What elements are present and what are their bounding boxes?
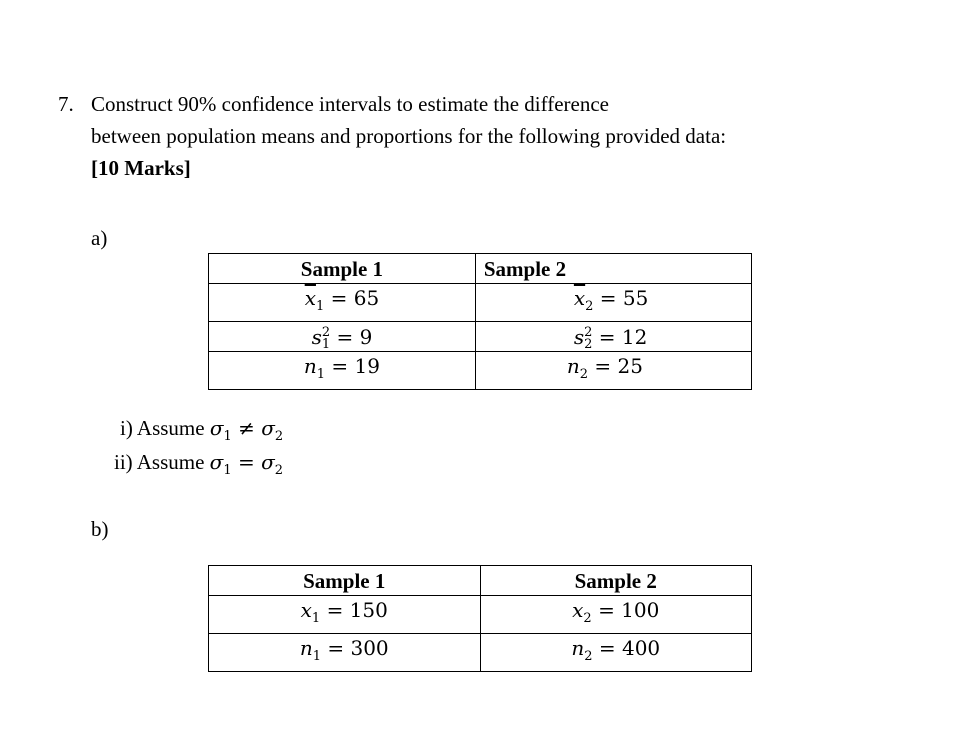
part-b-table: [208, 565, 752, 672]
table-row: [209, 596, 752, 634]
size-sample-2: $n_2 = 25$: [475, 352, 751, 390]
mean-sample-2: $\overline{x}_2 = 55$: [475, 284, 751, 322]
part-a-label: a): [91, 226, 108, 250]
table-row: [209, 284, 752, 322]
table-header-row: [209, 566, 752, 596]
header-sample-1: Sample 1: [209, 254, 476, 284]
part-a-table: [208, 253, 752, 390]
size-sample-2: $n_2 = 400$: [480, 634, 752, 672]
question-line-1: Construct 90% confidence intervals to estimate the difference: [91, 92, 610, 116]
table-header-row: [209, 254, 752, 284]
successes-sample-2: $x_2 = 100$: [480, 596, 752, 634]
header-sample-1: Sample 1: [209, 566, 481, 596]
question-number: 7.: [58, 92, 74, 116]
table-row: [209, 352, 752, 390]
table-row: [209, 322, 752, 352]
question-line-2: between population means and proportions for the following provided data:: [91, 124, 727, 148]
variance-sample-1: s 2 1 = 9: [209, 322, 476, 352]
header-sample-2: Sample 2: [475, 254, 751, 284]
variance-sample-2: s 2 2 = 12: [475, 322, 751, 352]
part-b-label: b): [91, 517, 109, 541]
assumption-i: i) Assume $\sigma_1 \ne \sigma_2$: [120, 416, 284, 444]
assumption-ii: ii) Assume $\sigma_1 = \sigma_2$: [114, 450, 284, 478]
table-row: [209, 634, 752, 672]
mean-sample-1: $\overline{x}_1 = 65$: [209, 284, 476, 322]
successes-sample-1: $x_1 = 150$: [209, 596, 481, 634]
question-marks: [10 Marks]: [91, 156, 191, 180]
header-sample-2: Sample 2: [480, 566, 752, 596]
size-sample-1: $n_1 = 19$: [209, 352, 476, 390]
size-sample-1: $n_1 = 300$: [209, 634, 481, 672]
